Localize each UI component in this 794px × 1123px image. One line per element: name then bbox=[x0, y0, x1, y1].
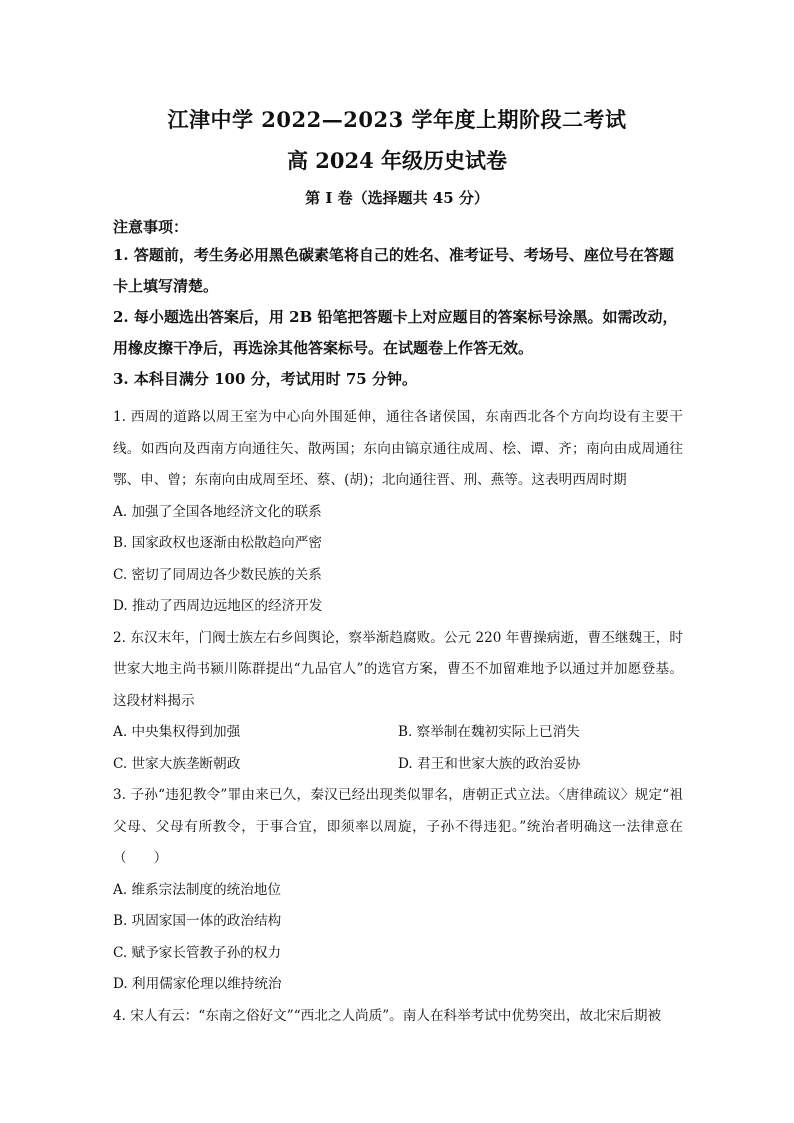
notes-block bbox=[113, 214, 683, 395]
questions-block bbox=[113, 402, 683, 1032]
option-a: A. 维系宗法制度的统治地位 bbox=[113, 881, 281, 898]
option-c: C. 密切了同周边各少数民族的关系 bbox=[113, 566, 322, 583]
option-c: C. 赋予家长管教子孙的权力 bbox=[113, 944, 282, 961]
notes-heading: 注意事项： bbox=[113, 218, 189, 236]
option-row bbox=[113, 717, 683, 749]
option-b: B. 察举制在魏初实际上已消失 bbox=[398, 724, 580, 740]
option-d: D. 推动了西周边远地区的经济开发 bbox=[113, 598, 323, 614]
question-stem: 1. 西周的道路以周王室为中心向外围延伸，通往各诸侯国，东南西北各个方向均设有主要干线。如西向及西南方向通往矢、散两国；东向由镐京通往成周、桧、谭、齐；南向由成周通往鄂、申、曾；东南向由成周至坯、蔡、(胡)；北向通往晋、刑、燕等。这表明西周时期 bbox=[113, 409, 683, 488]
exam-subtitle: 高 2024 年级历史试卷 bbox=[286, 148, 508, 173]
option-d: D. 利用儒家伦理以维持统治 bbox=[113, 976, 282, 992]
option-d: D. 君王和世家大族的政治妥协 bbox=[398, 755, 581, 772]
exam-title: 江津中学 2022—2023 学年度上期阶段二考试 bbox=[167, 107, 627, 132]
option-row bbox=[113, 749, 683, 781]
question-stem: 2. 东汉末年，门阀士族左右乡闾舆论，察举渐趋腐败。公元 220 年曹操病逝，曹丕继魏王，时世家大地主尚书颍川陈群提出“九品官人”的选官方案，曹丕不加留难地予以通过并加愿登基。这段材料揭示 bbox=[113, 629, 683, 709]
section-title: 第 I 卷（选择题共 45 分） bbox=[305, 189, 489, 207]
option-b: B. 国家政权也逐渐由松散趋向严密 bbox=[113, 535, 322, 551]
option-b: B. 巩固家国一体的政治结构 bbox=[113, 913, 282, 929]
option-a: A. 加强了全国各地经济文化的联系 bbox=[113, 503, 322, 520]
note-item: 1. 答题前，考生务必用黑色碳素笔将自己的姓名、准考证号、考场号、座位号在答题卡上填写清楚。 bbox=[113, 246, 674, 295]
note-item: 3. 本科目满分 100 分，考试用时 75 分钟。 bbox=[113, 370, 417, 388]
note-item: 2. 每小题选出答案后，用 2B 铅笔把答题卡上对应题目的答案标号涂黑。如需改动，用橡皮擦干净后，再选涂其他答案标号。在试题卷上作答无效。 bbox=[113, 308, 678, 357]
option-a: A. 中央集权得到加强 bbox=[113, 724, 241, 740]
question-stem: 3. 子孙“违犯教令”罪由来已久，秦汉已经出现类似罪名，唐朝正式立法。〈唐律疏议〉规定“祖父母、父母有所教令，于事合宜，即须率以周旋，子孙不得违犯。”统治者明确这一法律意在（ ） bbox=[113, 787, 683, 866]
question-stem: 4. 宋人有云：“东南之俗好文”“西北之人尚质”。南人在科举考试中优势突出，故北宋后期被 bbox=[113, 1007, 662, 1024]
option-c: C. 世家大族垄断朝政 bbox=[113, 755, 241, 772]
